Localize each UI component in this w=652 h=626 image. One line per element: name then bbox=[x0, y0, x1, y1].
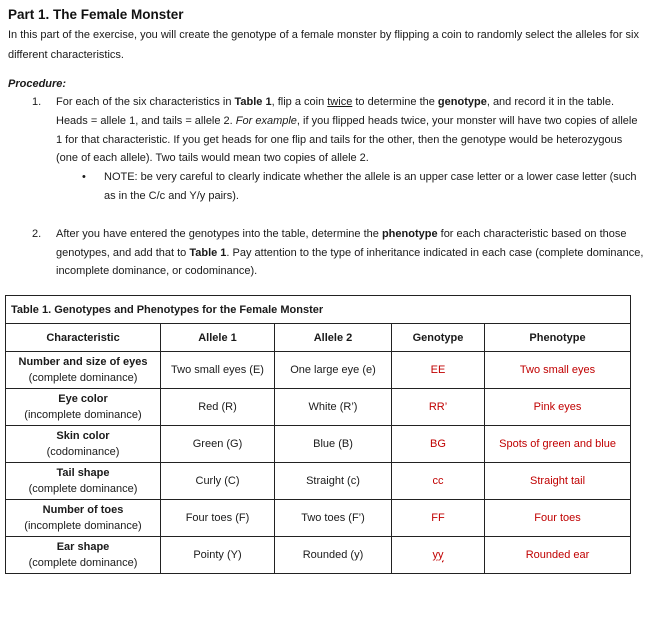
characteristic-cell bbox=[6, 389, 161, 426]
characteristic-cell bbox=[6, 537, 161, 574]
step-number: 2. bbox=[32, 227, 42, 240]
characteristic-cell bbox=[6, 426, 161, 463]
document-page bbox=[8, 6, 644, 281]
header-phenotype: Phenotype bbox=[485, 324, 631, 352]
characteristic-cell bbox=[6, 500, 161, 537]
table-reference: Table 1 bbox=[189, 246, 227, 259]
text-span: , and record it in the table. Heads = allele 1, and tails = allele 2. bbox=[56, 96, 615, 127]
allele-2-cell: Rounded (y) bbox=[275, 537, 392, 574]
phenotype-cell[interactable]: Spots of green and blue bbox=[485, 426, 631, 463]
allele-2-cell: White (R’) bbox=[275, 389, 392, 426]
characteristic-name: Number and size of eyes bbox=[18, 356, 148, 368]
characteristic-cell bbox=[6, 463, 161, 500]
phenotype-cell[interactable]: Straight tail bbox=[485, 463, 631, 500]
header-allele-2: Allele 2 bbox=[275, 324, 392, 352]
inheritance-type: (codominance) bbox=[46, 446, 120, 458]
procedure-step-1 bbox=[8, 93, 644, 168]
text-span: For each of the six characteristics in bbox=[56, 96, 235, 108]
intro-paragraph: In this part of the exercise, you will create the genotype of a female monster by flipping a coin to randomly select the alleles for six different characteristics. bbox=[8, 29, 639, 61]
allele-1-cell: Four toes (F) bbox=[161, 500, 275, 537]
inheritance-type: (incomplete dominance) bbox=[24, 409, 142, 421]
genotype-term: genotype bbox=[437, 96, 487, 108]
note-text: NOTE: be very careful to clearly indicate whether the allele is an upper case letter or a lower case letter (such as in the C/c and Y/y pairs). bbox=[104, 171, 637, 202]
phenotype-cell[interactable]: Rounded ear bbox=[485, 537, 631, 574]
procedure-step-2 bbox=[8, 225, 644, 281]
allele-2-cell: Blue (B) bbox=[275, 426, 392, 463]
step-number: 1. bbox=[32, 96, 42, 108]
procedure-label: Procedure: bbox=[8, 78, 67, 90]
allele-1-cell: Pointy (Y) bbox=[161, 537, 275, 574]
allele-2-cell: Straight (c) bbox=[275, 463, 392, 500]
step-text bbox=[56, 225, 644, 281]
phenotype-cell[interactable]: Two small eyes bbox=[485, 352, 631, 389]
bullet-dot: • bbox=[82, 171, 86, 184]
allele-1-cell: Curly (C) bbox=[161, 463, 275, 500]
genotype-cell[interactable]: FF bbox=[392, 500, 485, 537]
part-title: Part 1. The Female Monster bbox=[8, 7, 184, 22]
inheritance-type: (complete dominance) bbox=[28, 557, 138, 569]
allele-1-cell: Green (G) bbox=[161, 426, 275, 463]
allele-2-cell: Two toes (F’) bbox=[275, 500, 392, 537]
allele-1-cell: Red (R) bbox=[161, 389, 275, 426]
table-header-row bbox=[6, 324, 631, 352]
table-row bbox=[6, 500, 631, 537]
genotype-table bbox=[5, 295, 631, 574]
header-characteristic: Characteristic bbox=[6, 324, 161, 352]
text-span: , if you flipped heads twice, your monster will have two copies of allele 1 for that characteristic. If you get heads for one flip and tails for the other, then the genotype would be heterozygous (one of each allele). Two tails would mean two copies of allele 2. bbox=[56, 114, 638, 165]
table-row bbox=[6, 389, 631, 426]
text-span: to determine the bbox=[352, 96, 438, 108]
genotype-cell[interactable] bbox=[392, 537, 485, 574]
step-text bbox=[56, 93, 644, 168]
genotype-value: yy bbox=[432, 548, 444, 561]
text-span: , flip a coin bbox=[271, 96, 328, 108]
characteristic-name: Tail shape bbox=[56, 467, 110, 479]
table-reference: Table 1 bbox=[234, 96, 272, 108]
inheritance-type: (complete dominance) bbox=[28, 372, 138, 384]
genotype-cell[interactable]: cc bbox=[392, 463, 485, 500]
emphasis-twice: twice bbox=[327, 96, 353, 108]
example-label: For example bbox=[235, 114, 297, 127]
characteristic-cell bbox=[6, 352, 161, 389]
inheritance-type: (incomplete dominance) bbox=[24, 520, 142, 532]
table-row bbox=[6, 426, 631, 463]
phenotype-cell[interactable]: Pink eyes bbox=[485, 389, 631, 426]
table-row bbox=[6, 352, 631, 389]
characteristic-name: Number of toes bbox=[42, 504, 124, 516]
note-bullet bbox=[8, 168, 644, 206]
text-span: for each characteristic based on those genotypes, and add that to bbox=[56, 227, 627, 259]
genotype-cell[interactable]: BG bbox=[392, 426, 485, 463]
allele-2-cell: One large eye (e) bbox=[275, 352, 392, 389]
text-span: . Pay attention to the type of inheritance indicated in each case (complete dominance, incomplete dominance, or codominance). bbox=[56, 246, 644, 278]
genotype-cell[interactable]: EE bbox=[392, 352, 485, 389]
text-span: After you have entered the genotypes into the table, determine the bbox=[56, 227, 382, 240]
characteristic-name: Ear shape bbox=[56, 541, 110, 553]
genotype-cell[interactable]: RR’ bbox=[392, 389, 485, 426]
phenotype-term: phenotype bbox=[381, 227, 438, 240]
table-row bbox=[6, 463, 631, 500]
phenotype-cell[interactable]: Four toes bbox=[485, 500, 631, 537]
header-allele-1: Allele 1 bbox=[161, 324, 275, 352]
header-genotype: Genotype bbox=[392, 324, 485, 352]
table-caption: Table 1. Genotypes and Phenotypes for the Female Monster bbox=[6, 296, 631, 324]
characteristic-name: Skin color bbox=[56, 430, 110, 442]
inheritance-type: (complete dominance) bbox=[28, 483, 138, 495]
characteristic-name: Eye color bbox=[58, 393, 108, 405]
table-row bbox=[6, 537, 631, 574]
allele-1-cell: Two small eyes (E) bbox=[161, 352, 275, 389]
